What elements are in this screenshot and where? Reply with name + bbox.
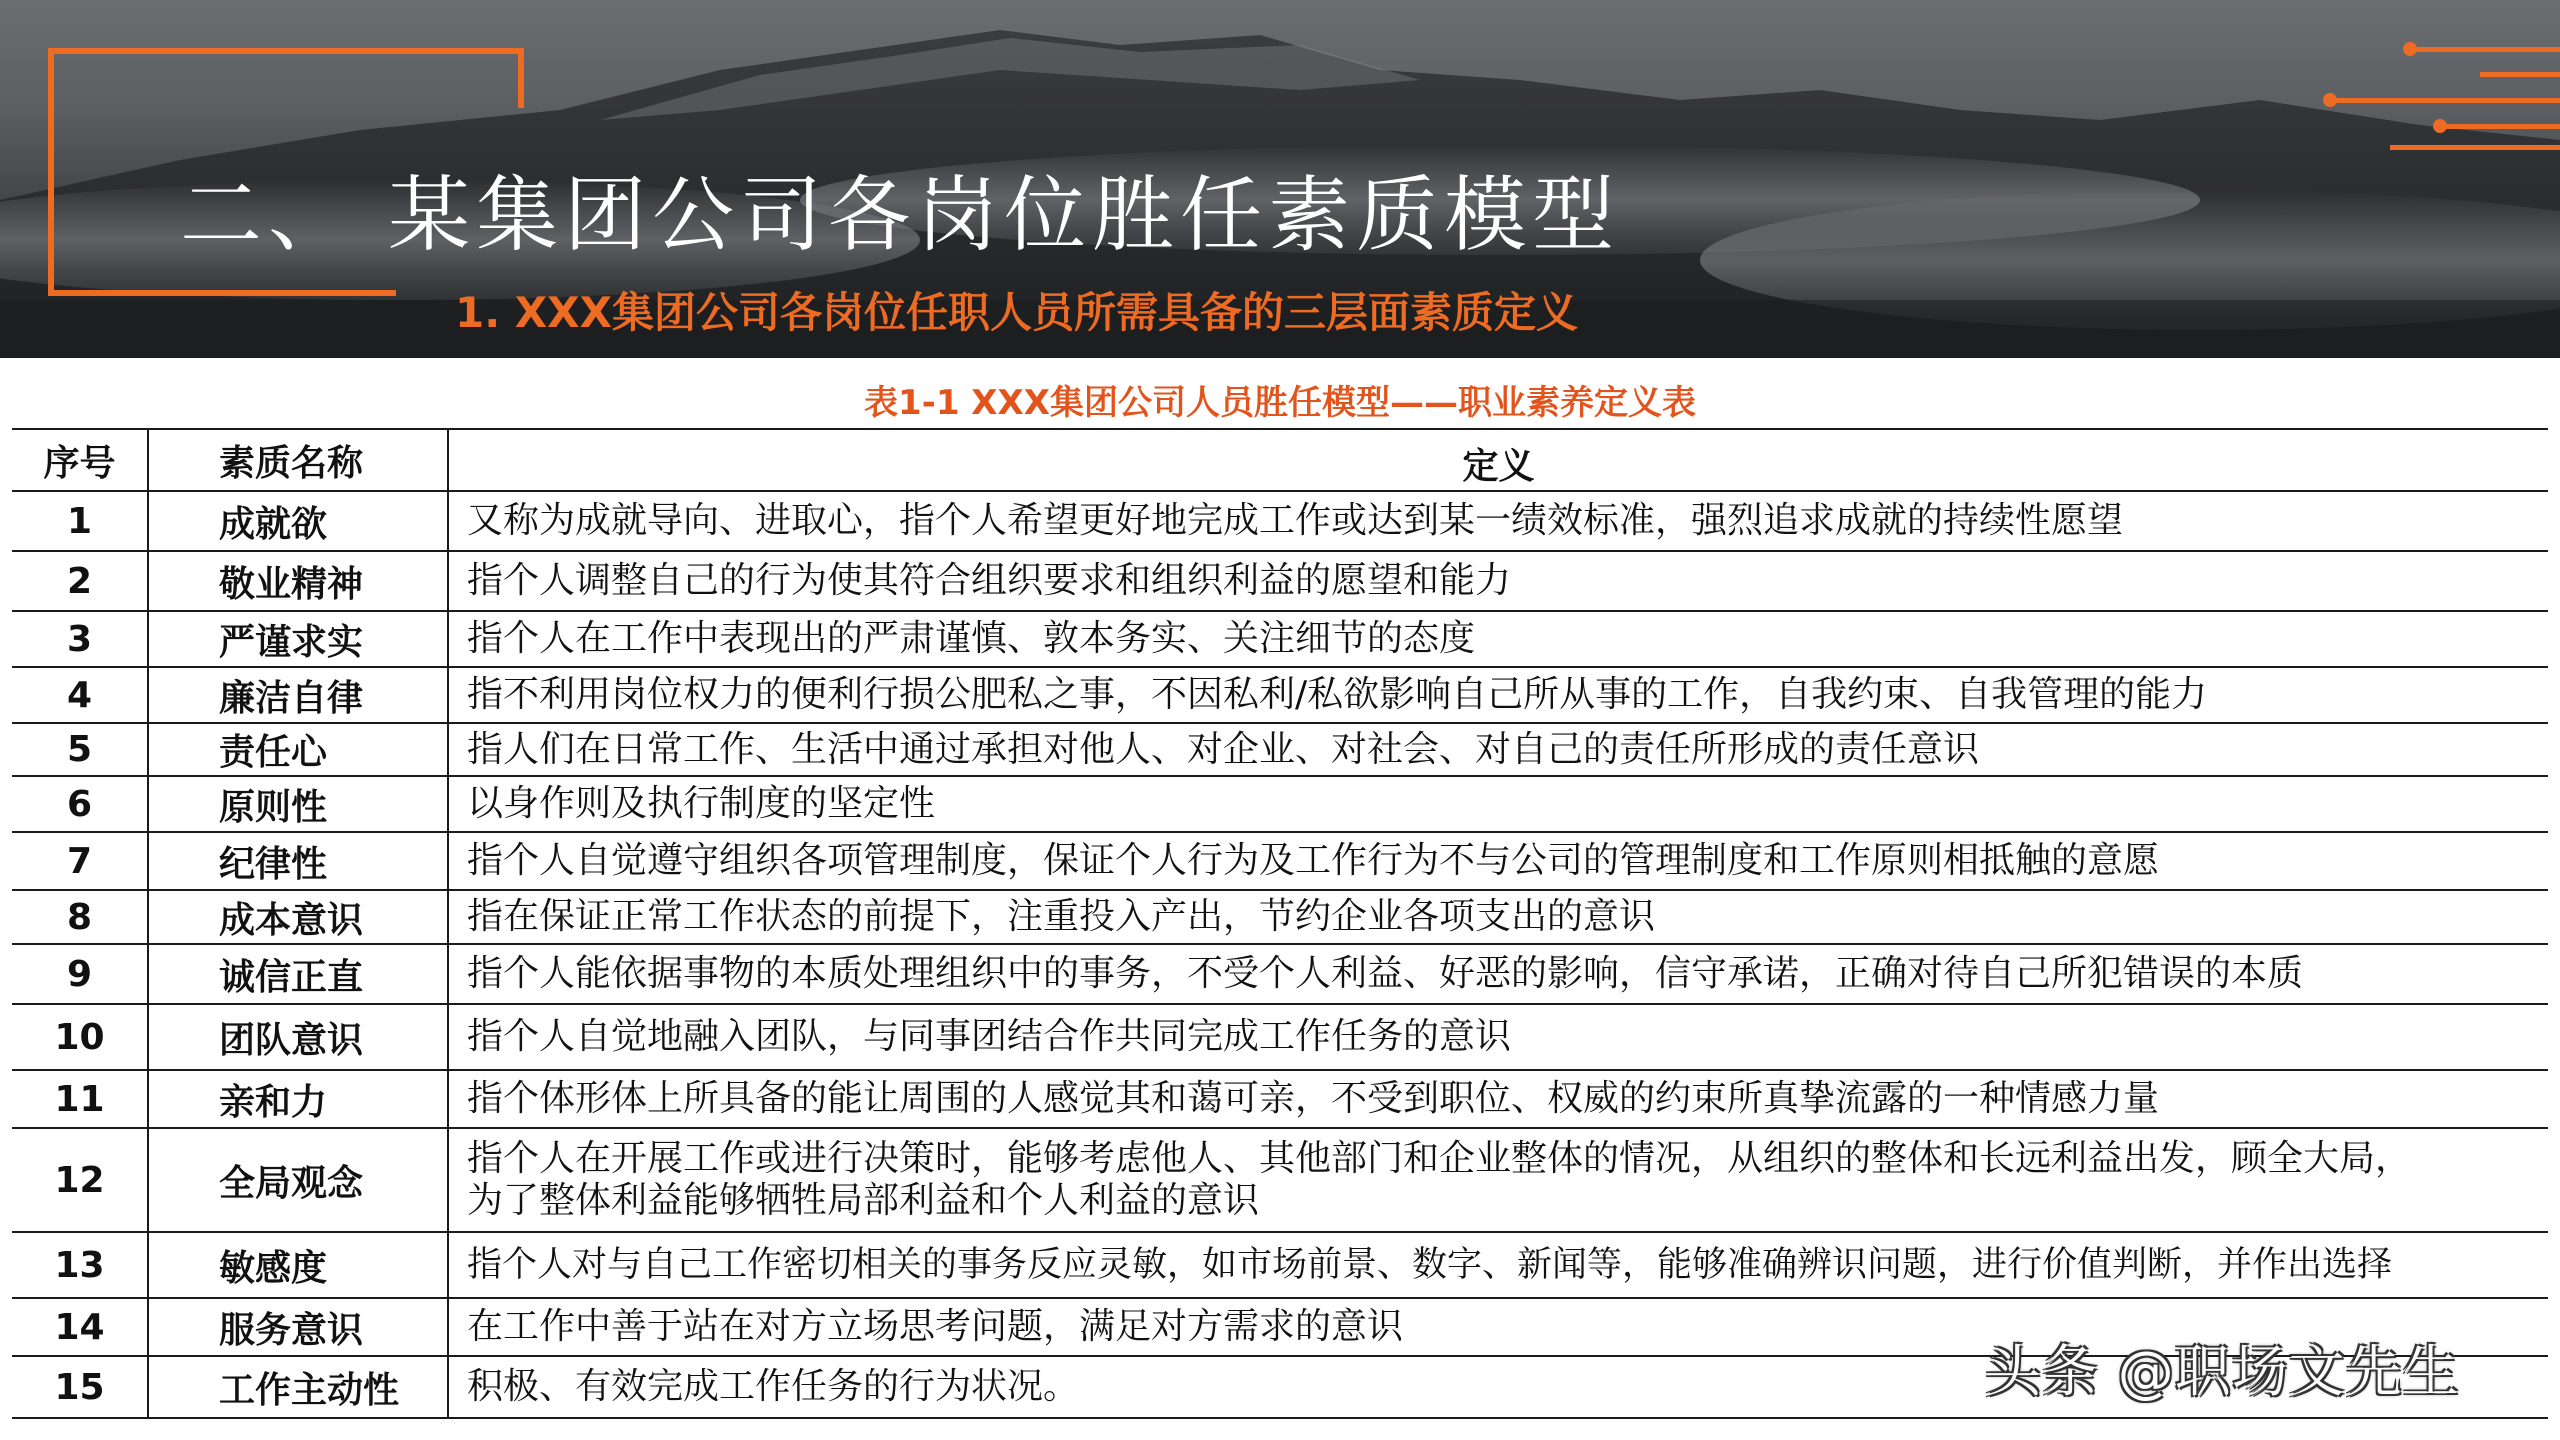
row-name: 亲和力	[148, 1070, 448, 1128]
row-definition: 指个人调整自己的行为使其符合组织要求和组织利益的愿望和能力	[448, 551, 2548, 611]
deco-line	[2390, 145, 2560, 150]
row-name: 原则性	[148, 776, 448, 832]
competency-table	[12, 428, 2548, 1419]
table-row	[12, 832, 2548, 890]
row-definition: 又称为成就导向、进取心，指个人希望更好地完成工作或达到某一绩效标准，强烈追求成就的持续性愿望	[448, 491, 2548, 551]
row-number: 4	[12, 667, 148, 723]
row-name: 诚信正直	[148, 944, 448, 1004]
row-definition: 指个人能依据事物的本质处理组织中的事务，不受个人利益、好恶的影响，信守承诺，正确对待自己所犯错误的本质	[448, 944, 2548, 1004]
row-name: 服务意识	[148, 1298, 448, 1356]
row-definition: 积极、有效完成工作任务的行为状况。	[448, 1356, 2548, 1418]
section-subtitle: 1. XXX集团公司各岗位任职人员所需具备的三层面素质定义	[455, 288, 1578, 337]
row-name: 敬业精神	[148, 551, 448, 611]
row-number: 3	[12, 611, 148, 667]
deco-line	[2410, 47, 2560, 52]
row-name: 责任心	[148, 723, 448, 776]
row-name: 严谨求实	[148, 611, 448, 667]
table-row	[12, 1070, 2548, 1128]
frame-line-bottom	[48, 290, 396, 296]
deco-line	[2330, 98, 2560, 103]
header-number: 序号	[12, 429, 148, 491]
row-number: 6	[12, 776, 148, 832]
table-caption: 表1-1 XXX集团公司人员胜任模型——职业素养定义表	[864, 383, 1696, 423]
deco-line	[2440, 124, 2560, 129]
header-banner	[0, 0, 2560, 358]
table-row	[12, 1128, 2548, 1232]
row-number: 13	[12, 1232, 148, 1298]
table-row	[12, 551, 2548, 611]
row-definition: 指个人在工作中表现出的严肃谨慎、敦本务实、关注细节的态度	[448, 611, 2548, 667]
row-name: 廉洁自律	[148, 667, 448, 723]
header-name: 素质名称	[148, 429, 448, 491]
row-name: 纪律性	[148, 832, 448, 890]
row-number: 8	[12, 890, 148, 944]
table-header-row	[12, 429, 2548, 491]
row-number: 15	[12, 1356, 148, 1418]
row-number: 9	[12, 944, 148, 1004]
deco-dot	[2323, 93, 2337, 107]
table-row	[12, 1232, 2548, 1298]
row-number: 2	[12, 551, 148, 611]
row-number: 14	[12, 1298, 148, 1356]
row-definition: 指个体形体上所具备的能让周围的人感觉其和蔼可亲，不受到职位、权威的约束所真挚流露的一种情感力量	[448, 1070, 2548, 1128]
row-definition: 在工作中善于站在对方立场思考问题，满足对方需求的意识	[448, 1298, 2548, 1356]
deco-dot	[2433, 119, 2447, 133]
row-number: 7	[12, 832, 148, 890]
table-row	[12, 491, 2548, 551]
row-definition: 指在保证正常工作状态的前提下，注重投入产出，节约企业各项支出的意识	[448, 890, 2548, 944]
row-number: 10	[12, 1004, 148, 1070]
row-definition: 指不利用岗位权力的便利行损公肥私之事，不因私利/私欲影响自己所从事的工作，自我约束、自我管理的能力	[448, 667, 2548, 723]
row-name: 敏感度	[148, 1232, 448, 1298]
watermark: 头条 @职场文先生	[1985, 1340, 2460, 1405]
table-row	[12, 944, 2548, 1004]
table-row	[12, 667, 2548, 723]
row-definition: 指个人在开展工作或进行决策时，能够考虑他人、其他部门和企业整体的情况，从组织的整体和长远利益出发，顾全大局，为了整体利益能够牺牲局部利益和个人利益的意识	[448, 1128, 2548, 1232]
frame-line-left	[48, 48, 54, 296]
frame-line-top	[48, 48, 524, 54]
row-number: 12	[12, 1128, 148, 1232]
deco-dot	[2403, 42, 2417, 56]
frame-line-right	[518, 48, 524, 108]
table-row	[12, 723, 2548, 776]
row-name: 成本意识	[148, 890, 448, 944]
row-definition: 指个人自觉遵守组织各项管理制度，保证个人行为及工作行为不与公司的管理制度和工作原则相抵触的意愿	[448, 832, 2548, 890]
row-name: 工作主动性	[148, 1356, 448, 1418]
row-number: 5	[12, 723, 148, 776]
table-row	[12, 776, 2548, 832]
row-number: 11	[12, 1070, 148, 1128]
table-row	[12, 611, 2548, 667]
row-number: 1	[12, 491, 148, 551]
row-name: 团队意识	[148, 1004, 448, 1070]
row-definition: 指个人自觉地融入团队，与同事团结合作共同完成工作任务的意识	[448, 1004, 2548, 1070]
deco-line	[2480, 72, 2560, 77]
page-title: 二、 某集团公司各岗位胜任素质模型	[180, 168, 1621, 263]
row-definition: 指个人对与自己工作密切相关的事务反应灵敏，如市场前景、数字、新闻等，能够准确辨识问题，进行价值判断，并作出选择	[448, 1232, 2548, 1298]
row-name: 成就欲	[148, 491, 448, 551]
header-definition: 定义	[448, 429, 2548, 491]
row-definition: 指人们在日常工作、生活中通过承担对他人、对企业、对社会、对自己的责任所形成的责任意识	[448, 723, 2548, 776]
table-row	[12, 1004, 2548, 1070]
row-definition: 以身作则及执行制度的坚定性	[448, 776, 2548, 832]
table-row	[12, 890, 2548, 944]
row-name: 全局观念	[148, 1128, 448, 1232]
